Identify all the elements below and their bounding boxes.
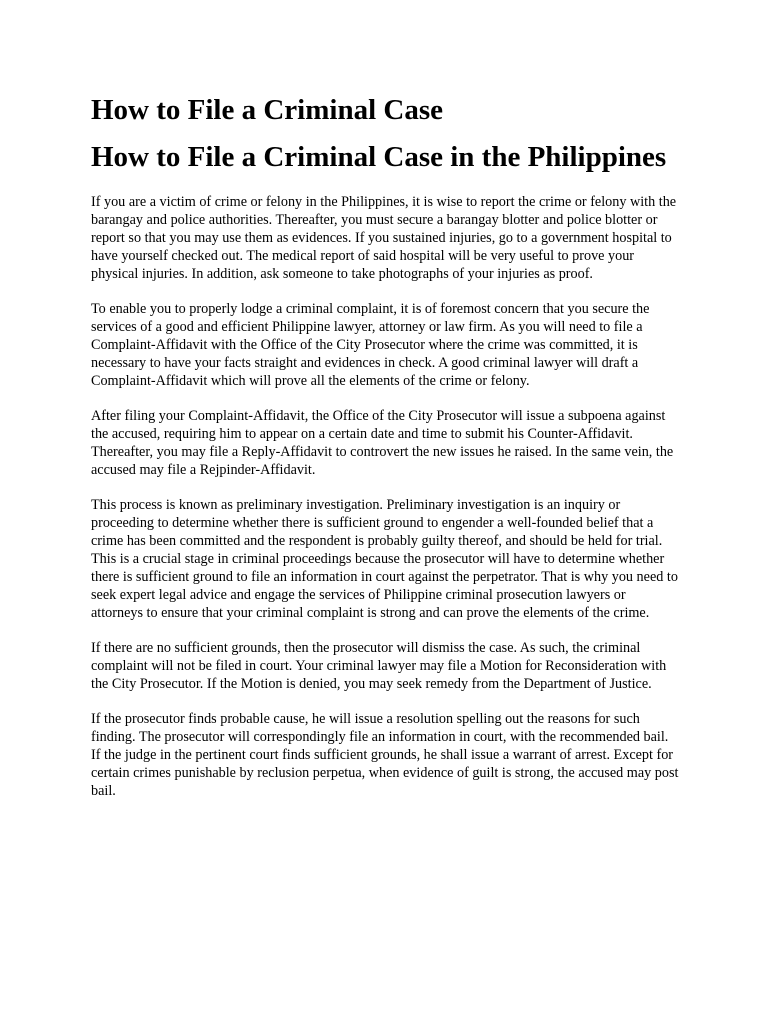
paragraph-preliminary-investigation: This process is known as preliminary investigation. Preliminary investigation is an inquiry or proceeding to determine whether there is sufficient ground to engender a well-founded belief that a crime has been committed and the respondent is probably guilty thereof, and should be held for trial. This is a crucial stage in criminal proceedings because the prosecutor will have to determine whether there is sufficient ground to file an information in court against the perpetrator. That is why you need to seek expert legal advice and engage the services of Philippine criminal prosecution lawyers or attorneys to ensure that your criminal complaint is strong and can prove the elements of the crime. [91, 497, 678, 621]
paragraph-subpoena: After filing your Complaint-Affidavit, the Office of the City Prosecutor will issue a subpoena against the accused, requiring him to appear on a certain date and time to submit his Counter-Affidavit. Thereafter, you may file a Reply-Affidavit to controvert the new issues he raised. In the same vein, the accused may file a Rejpinder-Affidavit. [91, 408, 674, 478]
document-subtitle: How to File a Criminal Case in the Philippines [91, 141, 667, 173]
paragraph-dismissal: If there are no sufficient grounds, then the prosecutor will dismiss the case. As such, the criminal complaint will not be filed in court. Your criminal lawyer may file a Motion for Reconsideration with the City Prosecutor. If the Motion is denied, you may seek remedy from the Department of Justice. [91, 640, 667, 692]
paragraph-report-crime: If you are a victim of crime or felony in the Philippines, it is wise to report the crime or felony with the barangay and police authorities. Thereafter, you must secure a barangay blotter and police blotter or report so that you may use them as evidences. If you sustained injuries, go to a government hospital to have yourself checked out. The medical report of said hospital will be very useful to prove your physical injuries. In addition, ask someone to take photographs of your injuries as proof. [91, 194, 677, 282]
document-title: How to File a Criminal Case [91, 94, 443, 126]
paragraph-probable-cause: If the prosecutor finds probable cause, he will issue a resolution spelling out the reasons for such finding. The prosecutor will correspondingly file an information in court, with the recommended bail. If the judge in the pertinent court finds sufficient grounds, he shall issue a warrant of arrest. Except for certain crimes punishable by reclusion perpetua, when evidence of guilt is strong, the accused may post bail. [91, 711, 679, 799]
document-page [91, 92, 681, 818]
paragraph-lodge-complaint: To enable you to properly lodge a criminal complaint, it is of foremost concern that you secure the services of a good and efficient Philippine lawyer, attorney or law firm. As you will need to file a Complaint-Affidavit with the Office of the City Prosecutor where the crime was committed, it is necessary to have your facts straight and evidences in check. A good criminal lawyer will draft a Complaint-Affidavit which will prove all the elements of the crime or felony. [91, 301, 650, 389]
